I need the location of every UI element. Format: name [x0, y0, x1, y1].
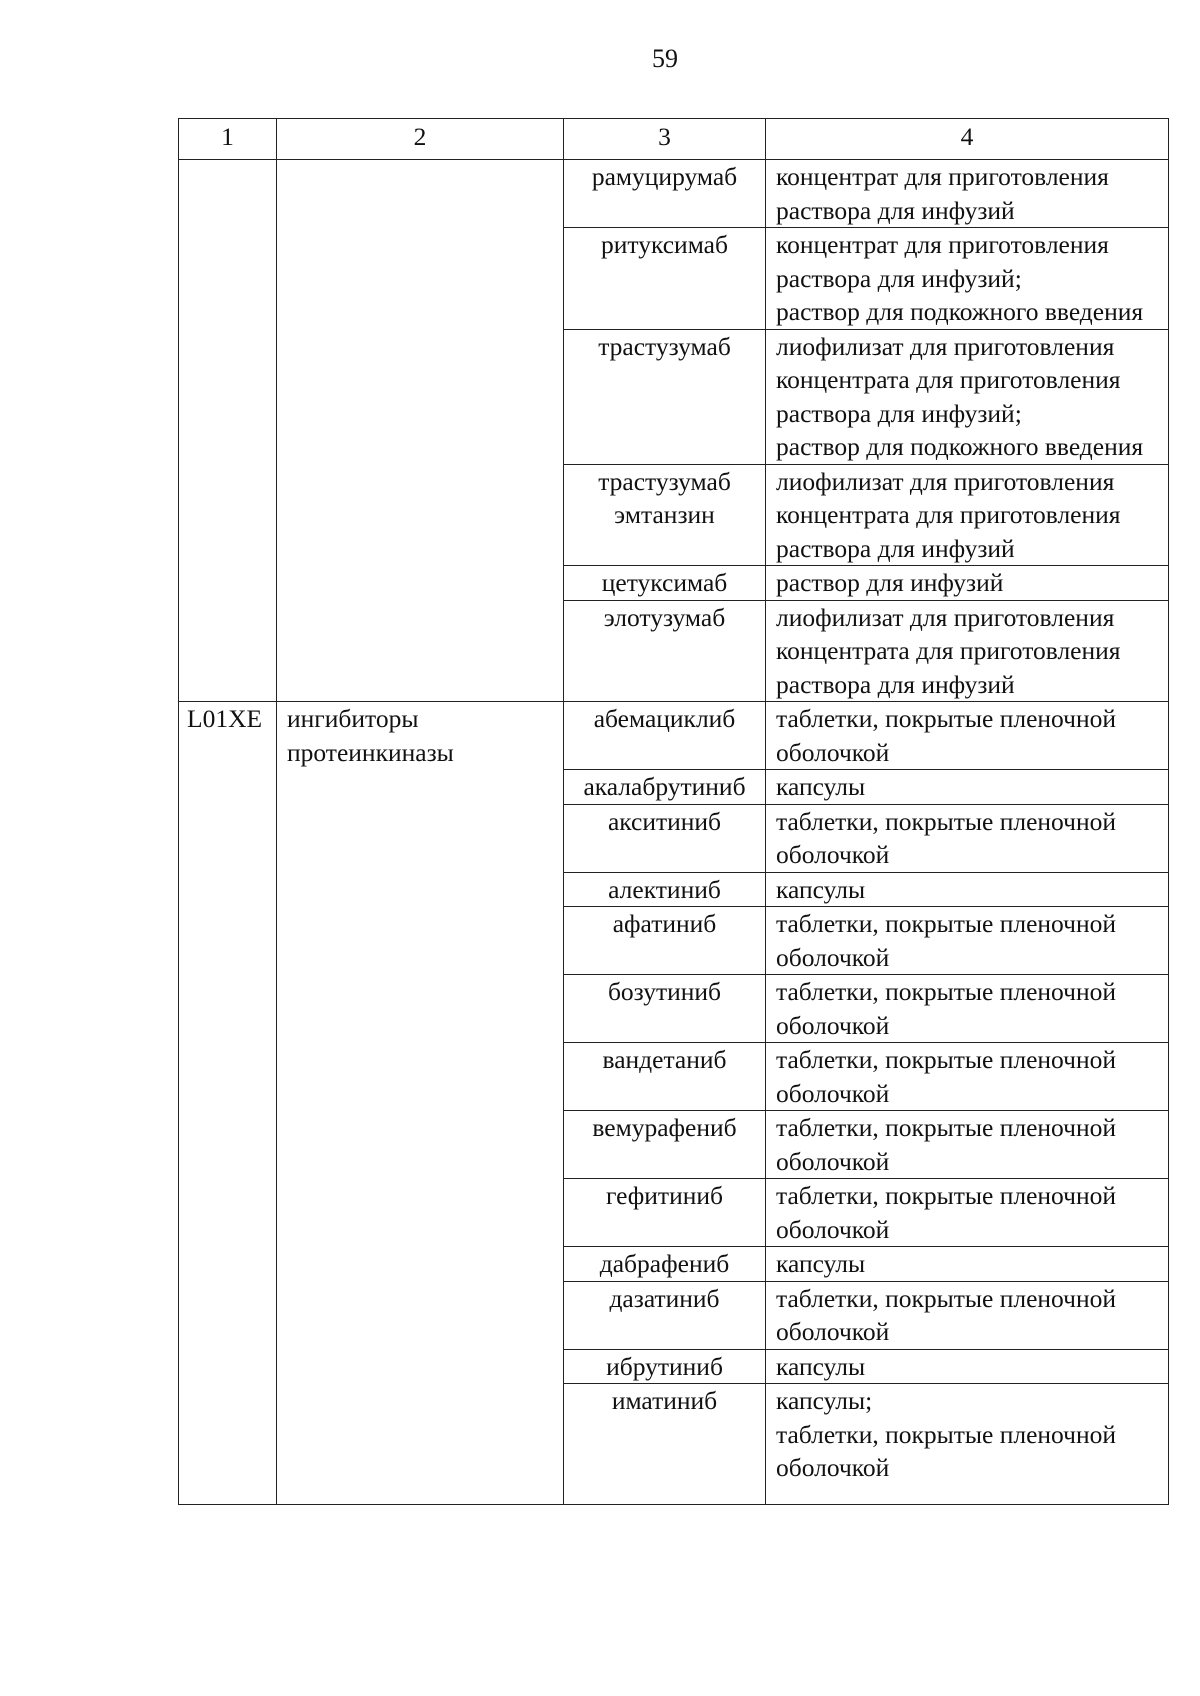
empty-group-cell [277, 160, 564, 702]
dosage-form: концентрат для приготовления раствора для инфузий [766, 160, 1169, 228]
dosage-form: таблетки, покрытые пленочной оболочкой [766, 1043, 1169, 1111]
header-cell-4: 4 [766, 119, 1169, 160]
dosage-form: таблетки, покрытые пленочной оболочкой [766, 804, 1169, 872]
dosage-form: таблетки, покрытые пленочной оболочкой [766, 702, 1169, 770]
table-row [179, 160, 1169, 228]
empty-code-cell [179, 160, 277, 702]
drug-name: афатиниб [564, 907, 766, 975]
atc-code: L01XE [179, 702, 277, 1505]
drug-name: ибрутиниб [564, 1349, 766, 1384]
dosage-form: таблетки, покрытые пленочной оболочкой [766, 1111, 1169, 1179]
dosage-form: капсулы [766, 1349, 1169, 1384]
drug-name: цетуксимаб [564, 566, 766, 601]
dosage-form: таблетки, покрытые пленочной оболочкой [766, 975, 1169, 1043]
drug-name: ритуксимаб [564, 228, 766, 330]
dosage-form: лиофилизат для приготовления концентрата для приготовления раствора для инфузий [766, 600, 1169, 702]
page-number: 59 [652, 44, 678, 73]
drug-name: абемациклиб [564, 702, 766, 770]
dosage-form: таблетки, покрытые пленочной оболочкой [766, 1179, 1169, 1247]
dosage-form: капсулы; таблетки, покрытые пленочной оболочкой [766, 1384, 1169, 1505]
dosage-form: таблетки, покрытые пленочной оболочкой [766, 1281, 1169, 1349]
group-name: ингибиторы протеинкиназы [277, 702, 564, 1505]
header-cell-2: 2 [277, 119, 564, 160]
drug-name: вемурафениб [564, 1111, 766, 1179]
drug-name: акситиниб [564, 804, 766, 872]
header-cell-3: 3 [564, 119, 766, 160]
drug-name: иматиниб [564, 1384, 766, 1505]
drug-name: акалабрутиниб [564, 770, 766, 805]
header-cell-1: 1 [179, 119, 277, 160]
dosage-form: концентрат для приготовления раствора для инфузий; раствор для подкожного введения [766, 228, 1169, 330]
table-row [179, 702, 1169, 770]
drug-name: дабрафениб [564, 1247, 766, 1282]
drug-name: дазатиниб [564, 1281, 766, 1349]
drug-name: трастузумаб [564, 329, 766, 464]
drug-name: трастузумаб эмтанзин [564, 464, 766, 566]
drug-name: бозутиниб [564, 975, 766, 1043]
drug-table [178, 118, 1169, 1505]
dosage-form: лиофилизат для приготовления концентрата для приготовления раствора для инфузий; раствор для подкожного введения [766, 329, 1169, 464]
dosage-form: раствор для инфузий [766, 566, 1169, 601]
dosage-form: таблетки, покрытые пленочной оболочкой [766, 907, 1169, 975]
drug-name: рамуцирумаб [564, 160, 766, 228]
dosage-form: лиофилизат для приготовления концентрата для приготовления раствора для инфузий [766, 464, 1169, 566]
dosage-form: капсулы [766, 1247, 1169, 1282]
drug-name: вандетаниб [564, 1043, 766, 1111]
table-body [179, 160, 1169, 1505]
dosage-form: капсулы [766, 872, 1169, 907]
header-row [179, 119, 1169, 160]
drug-name: гефитиниб [564, 1179, 766, 1247]
drug-name: элотузумаб [564, 600, 766, 702]
drug-name: алектиниб [564, 872, 766, 907]
dosage-form: капсулы [766, 770, 1169, 805]
